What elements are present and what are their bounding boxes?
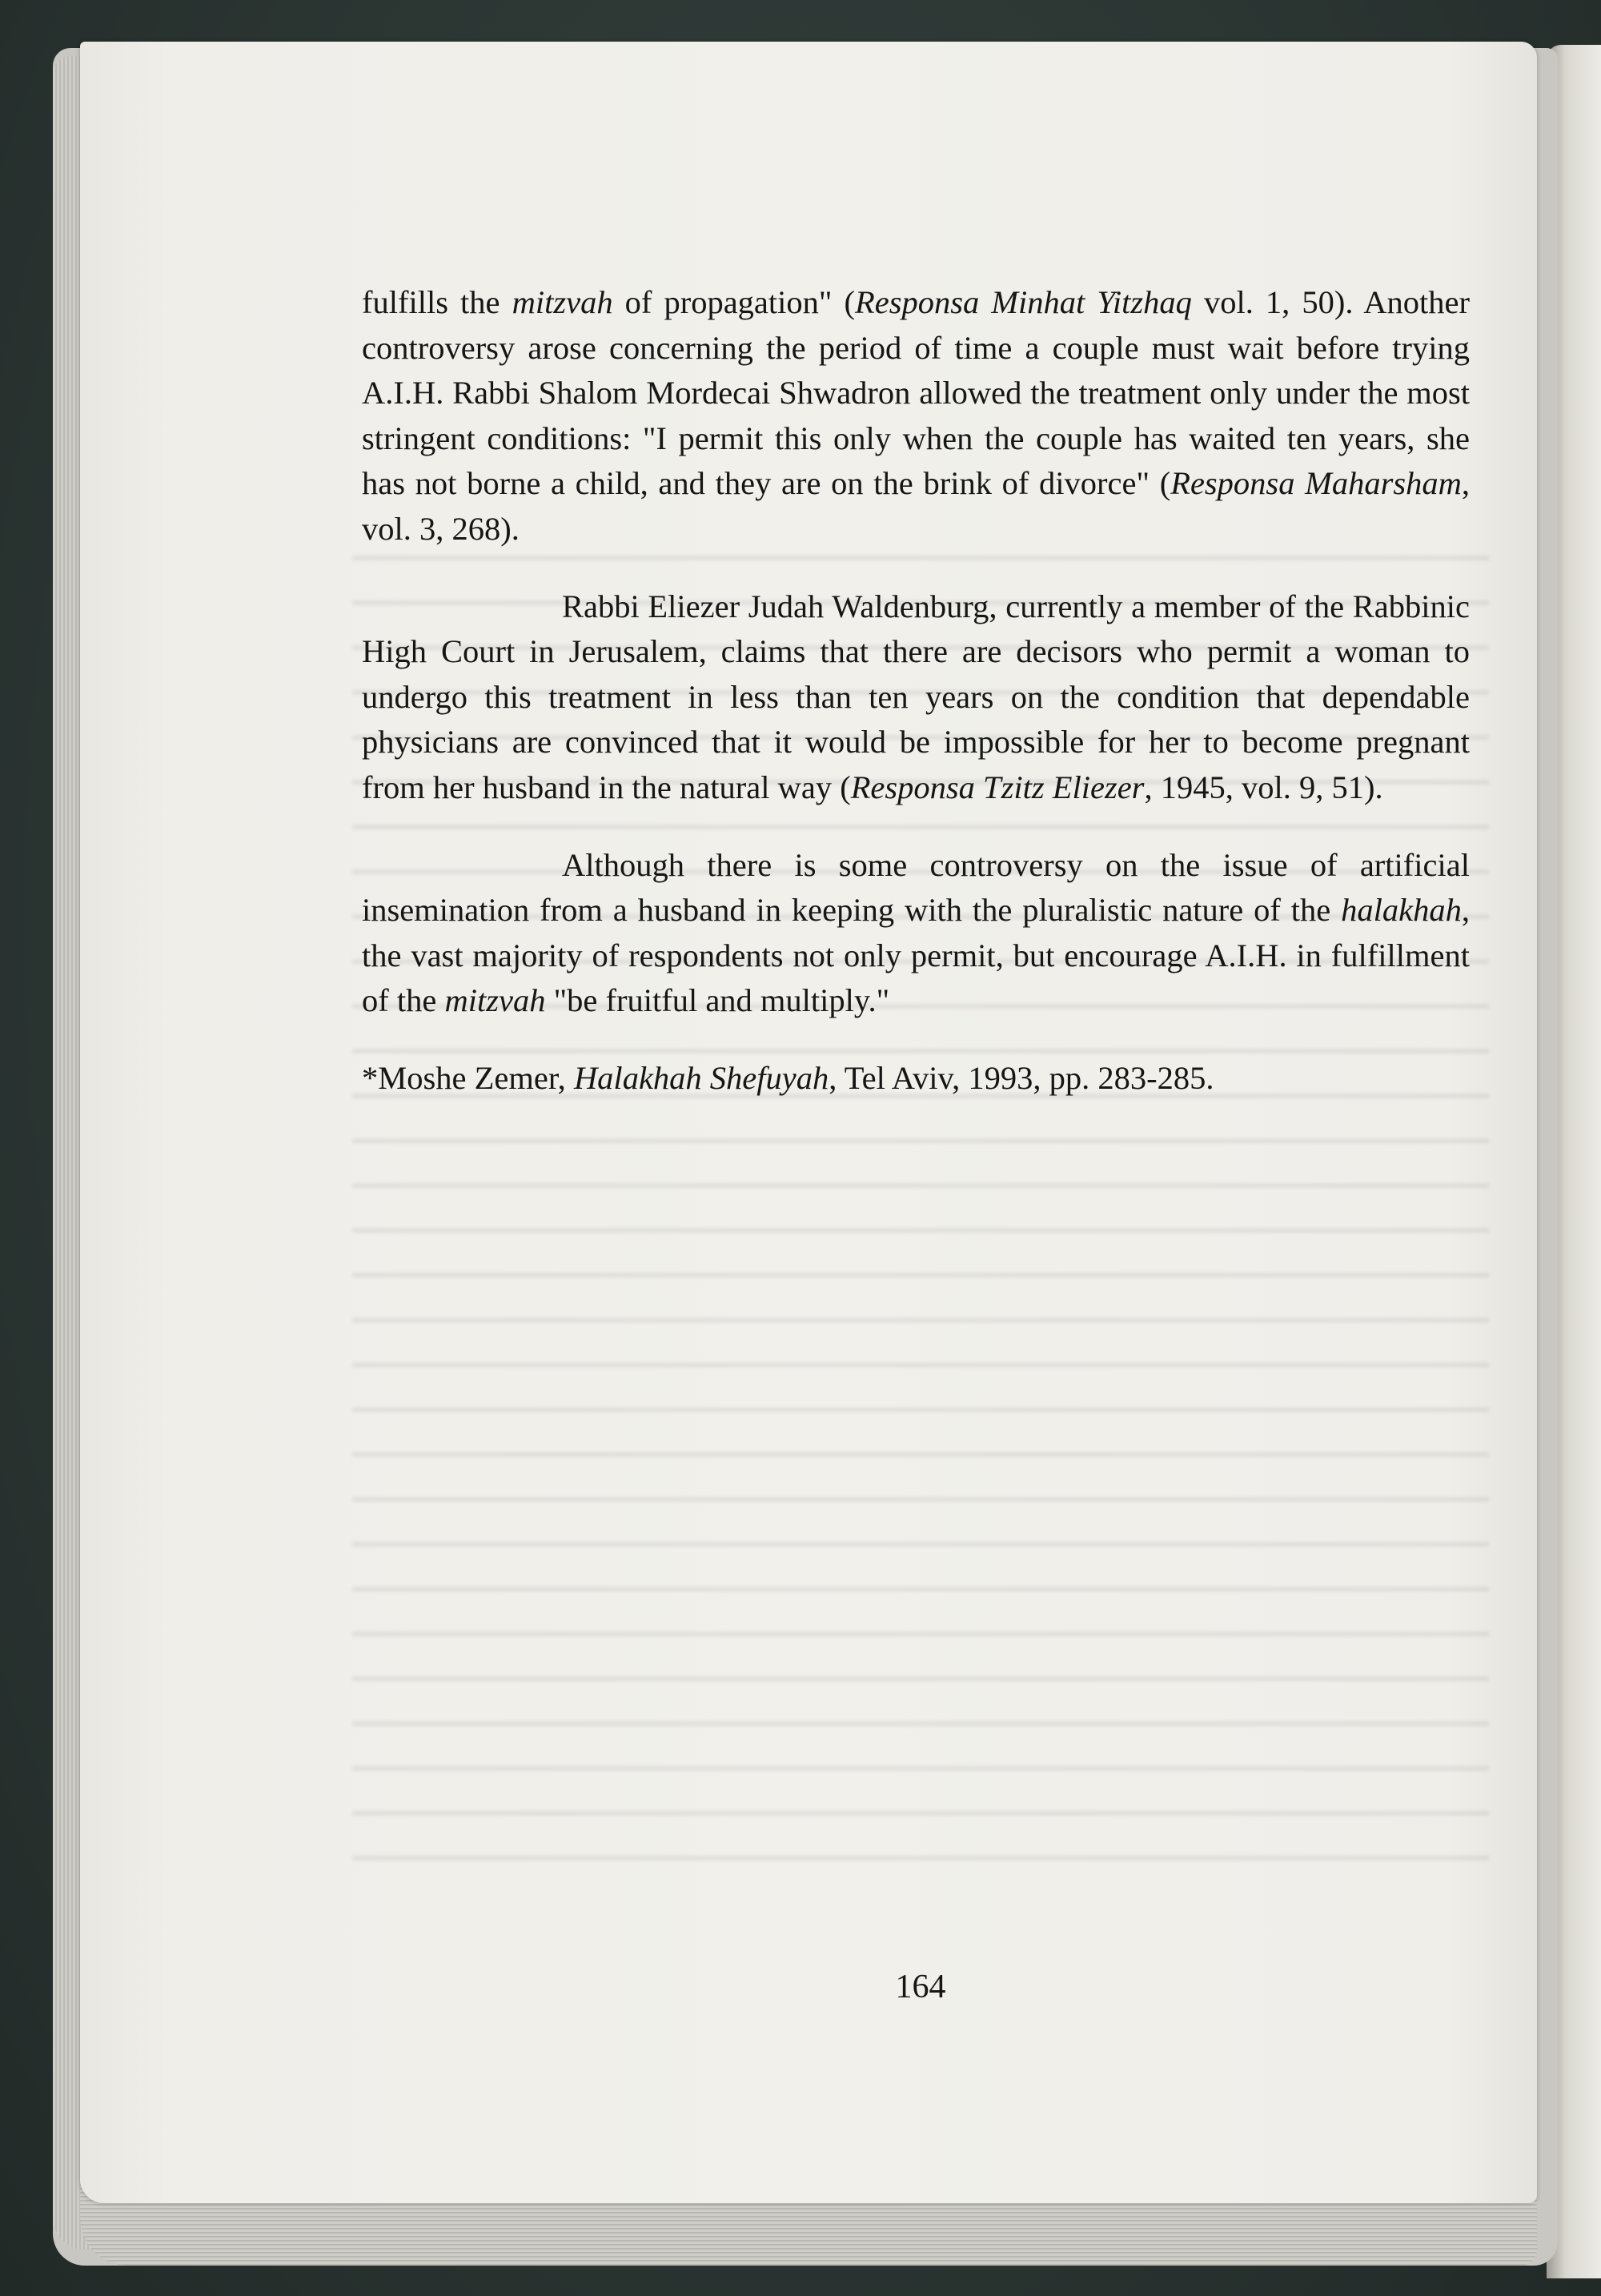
page-number: 164 <box>895 1969 946 2005</box>
italic-term: mitzvah <box>512 284 613 320</box>
citation-title: Responsa Tzitz Eliezer <box>850 769 1145 805</box>
paragraph: fulfills the mitzvah of propagation" (Responsa Minhat Yitzhaq vol. 1, 50). Another controversy arose concerning the period of time a couple must wait before trying A.I.H. Rabbi Shalom Mordecai Shwadron allowed the treatment only under the most stringent conditions: "I permit this only when the couple has waited ten years, she has not borne a child, and they are on the brink of divorce" (Responsa Maharsham, vol. 3, 268). <box>362 284 1471 547</box>
italic-term: halakhah <box>1341 892 1462 929</box>
italic-term: mitzvah <box>444 982 546 1019</box>
paragraph: Although there is some controversy on the issue of artificial insemination from a husband in keeping with the pluralistic nature of the halakhah, the vast majority of respondents not only permit, but encourage A.I.H. in fulfillment of the mitzvah "be fruitful and multiply." <box>362 846 1470 1019</box>
citation-title: Responsa Minhat Yitzhaq <box>855 284 1192 320</box>
citation-title: Halakhah Shefuyah <box>573 1059 829 1096</box>
body-text <box>362 280 1470 1102</box>
paragraph: Rabbi Eliezer Judah Waldenburg, currently a member of the Rabbinic High Court in Jerusalem, claims that there are decisors who permit a woman to undergo this treatment in less than ten years on the condition that dependable physicians are convinced that it would be impossible for her to become pregnant from her husband in the natural way (Responsa Tzitz Eliezer, 1945, vol. 9, 51). <box>362 588 1470 805</box>
citation-title: Responsa Maharsham <box>1170 465 1462 502</box>
footnote: *Moshe Zemer, Halakhah Shefuyah, Tel Aviv, 1993, pp. 283-285. <box>362 1059 1214 1096</box>
